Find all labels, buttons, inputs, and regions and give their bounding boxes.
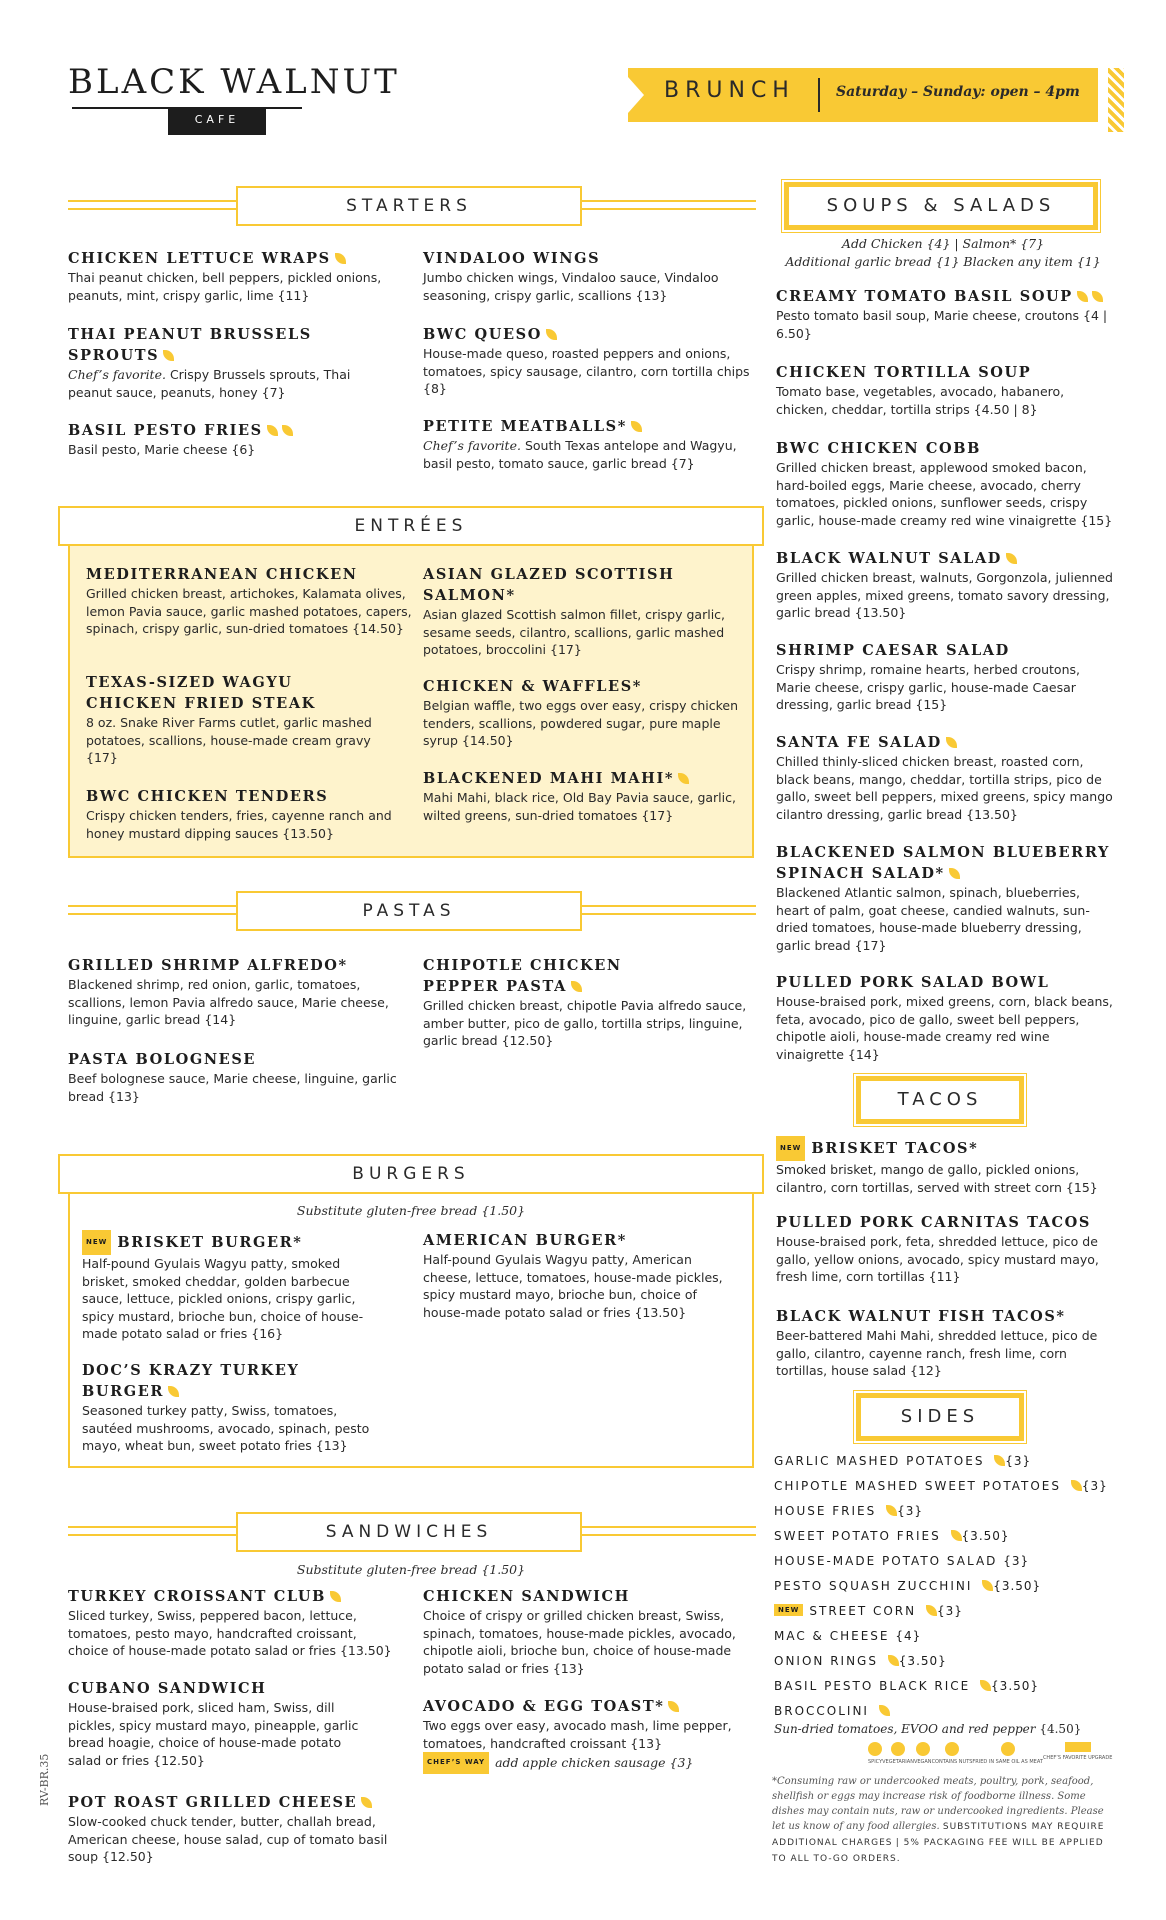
pastas-header: PASTAS — [236, 891, 582, 931]
item-upgrade: CHEF’S WAY add apple chicken sausage {3} — [423, 1752, 753, 1774]
disclaimer: *Consuming raw or undercooked meats, poultry, pork, seafood, shellfish or eggs may increase risk of foodborne illness. Some dishes may contain nuts, raw or undercooked ingredients. Please let us know of any food allergies. SUBSTITUTIONS MAY REQUIRE ADDITIONAL CHARGES | 5% PACKAGING FEE WILL BE APPLIED TO ALL TO-GO ORDERS. — [772, 1776, 1105, 1864]
menu-item — [776, 1306, 1116, 1380]
menu-item — [86, 564, 416, 638]
sandwiches-header: SANDWICHES — [236, 1512, 582, 1552]
item-desc: Sliced turkey, Swiss, peppered bacon, lettuce, tomatoes, pesto mayo, handcrafted croissant, choice of house-made potato salad or fries {13.50} — [68, 1608, 392, 1658]
new-badge: NEW — [82, 1230, 111, 1255]
item-desc: Crispy chicken tenders, fries, cayenne ranch and honey mustard dipping sauces {13.50} — [86, 808, 392, 841]
chefs-way-badge: CHEF’S WAY — [423, 1752, 489, 1774]
pastas-lines-right — [580, 905, 756, 915]
item-desc: Pesto tomato basil soup, Marie cheese, croutons {4 | 6.50} — [776, 308, 1108, 341]
vegetarian-icon — [891, 1742, 905, 1756]
starters-header: STARTERS — [236, 186, 582, 226]
item-desc: Chef’s favorite. Crispy Brussels sprouts, Thai peanut sauce, peanuts, honey {7} — [68, 367, 351, 400]
item-name: BWC QUESO — [423, 324, 753, 345]
item-name: BWC CHICKEN TENDERS — [86, 788, 329, 805]
item-desc: 8 oz. Snake River Farms cutlet, garlic mashed potatoes, scallions, house-made cream gravy {17} — [86, 715, 372, 765]
chef-favorite-icon — [982, 1580, 993, 1591]
menu-item — [776, 1136, 1116, 1196]
item-name: BWC CHICKEN COBB — [776, 440, 981, 457]
item-desc: Grilled chicken breast, applewood smoked bacon, hard-boiled eggs, Marie cheese, avocado, cherry tomatoes, pickled onions, sunflower seeds, crispy garlic, house-made creamy red wine vinaigrette {15} — [776, 460, 1113, 528]
side-item: PESTO SQUASH ZUCCHINI {3.50} — [774, 1579, 1042, 1593]
menu-item — [776, 286, 1116, 342]
menu-item — [82, 1230, 382, 1343]
side-item: CHIPOTLE MASHED SWEET POTATOES {3} — [774, 1479, 1108, 1493]
spicy-icon — [335, 253, 346, 264]
item-name: CHICKEN LETTUCE WRAPS — [68, 248, 398, 269]
new-badge: NEW — [774, 1604, 803, 1616]
vegetarian-icon — [282, 425, 293, 436]
banner-notch — [620, 68, 644, 122]
menu-item — [776, 438, 1116, 529]
item-name: CHICKEN & WAFFLES* — [423, 678, 642, 695]
burgers-header: BURGERS — [58, 1154, 764, 1194]
item-desc: Belgian waffle, two eggs over easy, crispy chicken tenders, scallions, powdered sugar, pure maple syrup {14.50} — [423, 698, 739, 748]
legend-nuts: CONTAINS NUTS — [932, 1742, 973, 1765]
menu-item — [423, 768, 753, 824]
item-name: NEW BRISKET BURGER* — [82, 1230, 382, 1255]
side-item: BROCCOLINI — [774, 1704, 890, 1718]
menu-item — [776, 842, 1116, 954]
item-name: THAI PEANUT BRUSSELS SPROUTS — [68, 326, 312, 364]
item-desc: Half-pound Gyulais Wagyu patty, American cheese, lettuce, tomatoes, house-made pickles, spicy mustard mayo, brioche bun, choice of house-made potato salad or fries {13.50} — [423, 1252, 723, 1320]
item-name: CHICKEN SANDWICH — [423, 1588, 630, 1605]
spicy-icon — [546, 329, 557, 340]
vegetarian-icon — [886, 1505, 897, 1516]
item-name: PULLED PORK SALAD BOWL — [776, 974, 1050, 991]
icon-legend — [868, 1742, 1113, 1765]
item-name: BLACK WALNUT FISH TACOS* — [776, 1308, 1066, 1325]
menu-item — [423, 416, 753, 472]
item-name: NEW BRISKET TACOS* — [776, 1136, 1116, 1161]
logo-title: BLACK WALNUT — [68, 62, 400, 102]
banner-title: BRUNCH — [664, 78, 795, 103]
menu-item — [776, 732, 1116, 823]
spicy-icon — [868, 1742, 882, 1756]
item-desc: Tomato base, vegetables, avocado, habanero, chicken, cheddar, tortilla strips {4.50 | 8} — [776, 384, 1065, 417]
menu-item — [423, 955, 753, 1050]
menu-code: RV-BR.35 — [38, 1753, 51, 1806]
chef-favorite-icon — [1077, 291, 1088, 302]
banner-divider — [818, 78, 820, 112]
item-name: SHRIMP CAESAR SALAD — [776, 642, 1010, 659]
soups-salads-header: SOUPS & SALADS — [784, 182, 1098, 230]
item-name: TURKEY CROISSANT CLUB — [68, 1586, 398, 1607]
item-name: POT ROAST GRILLED CHEESE — [68, 1792, 388, 1813]
menu-item — [68, 1792, 388, 1866]
legend-fried: FRIED IN SAME OIL AS MEAT — [972, 1742, 1043, 1765]
vegetarian-icon — [1092, 291, 1103, 302]
spicy-icon — [946, 737, 957, 748]
menu-item — [68, 1049, 398, 1105]
menu-item — [86, 786, 416, 842]
menu-item — [776, 362, 1116, 418]
item-name: ASIAN GLAZED SCOTTISH SALMON* — [423, 566, 675, 604]
item-desc: Mahi Mahi, black rice, Old Bay Pavia sauce, garlic, wilted greens, sun-dried tomatoes {17} — [423, 790, 736, 823]
item-name: SANTA FE SALAD — [776, 732, 1116, 753]
vegetarian-icon — [1071, 1480, 1082, 1491]
item-desc: Seasoned turkey patty, Swiss, tomatoes, sautéed mushrooms, avocado, spinach, pesto mayo, wheat bun, sweet potato fries {13} — [82, 1403, 370, 1453]
starters-lines-left — [68, 200, 238, 210]
item-desc: Slow-cooked chuck tender, butter, challah bread, American cheese, house salad, cup of tomato basil soup {12.50} — [68, 1814, 388, 1864]
menu-item — [68, 955, 398, 1029]
item-desc: House-braised pork, sliced ham, Swiss, dill pickles, spicy mustard mayo, pineapple, garlic bread hoagie, choice of house-made potato salad or fries {12.50} — [68, 1700, 359, 1768]
item-name: PASTA BOLOGNESE — [68, 1051, 257, 1068]
item-desc: House-braised pork, mixed greens, corn, black beans, feta, avocado, pico de gallo, sweet bell peppers, chipotle aioli, house-made creamy red wine vinaigrette {14} — [776, 994, 1113, 1062]
item-desc: Thai peanut chicken, bell peppers, pickled onions, peanuts, mint, crispy garlic, lime {11} — [68, 270, 382, 303]
item-desc: Basil pesto, Marie cheese {6} — [68, 442, 256, 457]
menu-item — [68, 420, 398, 459]
item-desc: Chilled thinly-sliced chicken breast, roasted corn, black beans, mango, cheddar, tortilla strips, pico de gallo, sweet bell peppers, mixed greens, spicy mango cilantro dressing, garlic bread {13.50} — [776, 754, 1113, 822]
starters-lines-right — [580, 200, 756, 210]
chef-favorite-icon — [980, 1680, 991, 1691]
vegetarian-icon — [668, 1701, 679, 1712]
legend-vegetarian: VEGETARIAN — [882, 1742, 914, 1765]
menu-item — [82, 1360, 382, 1455]
nuts-icon — [945, 1742, 959, 1756]
vegetarian-icon — [951, 1530, 962, 1541]
vegetarian-icon — [994, 1455, 1005, 1466]
menu-item — [423, 324, 753, 398]
chef-favorite-icon — [163, 350, 174, 361]
item-desc: Grilled chicken breast, chipotle Pavia alfredo sauce, amber butter, pico de gallo, tortilla strips, linguine, garlic bread {12.50} — [423, 998, 747, 1048]
item-desc: House-made queso, roasted peppers and onions, tomatoes, spicy sausage, cilantro, corn tortilla chips {8} — [423, 346, 750, 396]
item-desc: Two eggs over easy, avocado mash, lime pepper, tomatoes, handcrafted croissant {13} — [423, 1718, 732, 1751]
item-desc: Half-pound Gyulais Wagyu patty, smoked brisket, smoked cheddar, golden barbecue sauce, lettuce, pickled onions, crispy garlic, spicy mustard, brioche bun, choice of house-made potato salad or fries {16} — [82, 1256, 364, 1341]
menu-item — [423, 1696, 753, 1774]
chef-favorite-icon — [168, 1386, 179, 1397]
pastas-lines-left — [68, 905, 238, 915]
menu-item — [68, 1586, 398, 1660]
banner-hours: Saturday – Sunday: open – 4pm — [836, 84, 1080, 100]
burgers-subtitle: Substitute gluten-free bread {1.50} — [296, 1203, 526, 1218]
item-desc: Jumbo chicken wings, Vindaloo sauce, Vindaloo seasoning, crispy garlic, scallions {13} — [423, 270, 719, 303]
menu-item — [423, 676, 753, 750]
item-name: TEXAS-SIZED WAGYU CHICKEN FRIED STEAK — [86, 674, 316, 712]
legend-spicy: SPICY — [868, 1742, 882, 1765]
sides-header: SIDES — [856, 1393, 1024, 1441]
menu-item — [423, 248, 753, 304]
tacos-header: TACOS — [856, 1076, 1024, 1124]
item-name: CHIPOTLE CHICKEN PEPPER PASTA — [423, 957, 622, 995]
soups-subtitle-1: Add Chicken {4} | Salmon* {7} — [841, 236, 1045, 251]
spicy-icon — [949, 868, 960, 879]
item-name: PETITE MEATBALLS* — [423, 416, 753, 437]
item-name: BLACKENED MAHI MAHI* — [423, 768, 753, 789]
chef-favorite-icon — [631, 421, 642, 432]
item-desc: Grilled chicken breast, artichokes, Kalamata olives, lemon Pavia sauce, garlic mashed potatoes, capers, spinach, crispy garlic, sun-dried tomatoes {14.50} — [86, 586, 412, 636]
item-name: MEDITERRANEAN CHICKEN — [86, 566, 358, 583]
new-badge: NEW — [776, 1136, 805, 1161]
menu-item — [68, 324, 368, 401]
item-name: BLACKENED SALMON BLUEBERRY SPINACH SALAD* — [776, 844, 1110, 882]
sandwiches-lines-right — [580, 1526, 756, 1536]
side-item: MAC & CHEESE {4} — [774, 1629, 922, 1643]
sandwiches-subtitle: Substitute gluten-free bread {1.50} — [296, 1562, 526, 1577]
item-desc: Chef’s favorite. South Texas antelope and Wagyu, basil pesto, tomato sauce, garlic bread {7} — [423, 438, 737, 471]
vegetarian-icon — [879, 1705, 890, 1716]
item-name: CHICKEN TORTILLA SOUP — [776, 364, 1032, 381]
chef-favorite-icon — [330, 1591, 341, 1602]
side-item: BASIL PESTO BLACK RICE {3.50} — [774, 1679, 1040, 1693]
menu-item — [86, 672, 376, 767]
item-name: BASIL PESTO FRIES — [68, 420, 398, 441]
menu-item — [423, 564, 753, 659]
side-item: HOUSE FRIES {3} — [774, 1504, 923, 1518]
item-name: VINDALOO WINGS — [423, 250, 601, 267]
item-name: DOC’S KRAZY TURKEY BURGER — [82, 1362, 300, 1400]
side-item: HOUSE-MADE POTATO SALAD {3} — [774, 1554, 1030, 1568]
side-item: ONION RINGS {3.50} — [774, 1654, 947, 1668]
item-name: AVOCADO & EGG TOAST* — [423, 1696, 753, 1717]
item-desc: House-braised pork, feta, shredded lettuce, pico de gallo, yellow onions, avocado, spicy mustard mayo, fresh lime, corn tortillas {11} — [776, 1234, 1099, 1284]
vegetarian-icon — [926, 1605, 937, 1616]
vegan-icon — [916, 1742, 930, 1756]
item-name: PULLED PORK CARNITAS TACOS — [776, 1214, 1091, 1231]
logo-cafe-badge: CAFE — [168, 107, 266, 135]
legend-vegan: VEGAN — [914, 1742, 932, 1765]
side-item: GARLIC MASHED POTATOES {3} — [774, 1454, 1032, 1468]
item-desc: Crispy shrimp, romaine hearts, herbed croutons, Marie cheese, crispy garlic, house-made Caesar dressing, garlic bread {15} — [776, 662, 1080, 712]
item-desc: Grilled chicken breast, walnuts, Gorgonzola, julienned green apples, mixed greens, tomato savory dressing, garlic bread {13.50} — [776, 570, 1113, 620]
menu-item — [423, 1586, 753, 1677]
item-desc: Beef bolognese sauce, Marie cheese, linguine, garlic bread {13} — [68, 1071, 397, 1104]
legend-chef-upgrade: CHEF’S FAVORITE UPGRADE — [1043, 1742, 1112, 1765]
sandwiches-lines-left — [68, 1526, 238, 1536]
menu-item — [423, 1230, 743, 1321]
item-desc: Beer-battered Mahi Mahi, shredded lettuce, pico de gallo, cilantro, cayenne ranch, fresh lime, corn tortillas, house salad {12} — [776, 1328, 1098, 1378]
chef-favorite-icon — [1006, 553, 1017, 564]
item-name: CREAMY TOMATO BASIL SOUP — [776, 286, 1116, 307]
item-desc: Asian glazed Scottish salmon fillet, crispy garlic, sesame seeds, cilantro, scallions, garlic mashed potatoes, broccolini {17} — [423, 607, 726, 657]
menu-item — [68, 248, 398, 304]
item-name: CUBANO SANDWICH — [68, 1680, 267, 1697]
vegetarian-icon — [888, 1655, 899, 1666]
menu-item — [776, 972, 1116, 1063]
item-name: GRILLED SHRIMP ALFREDO* — [68, 957, 348, 974]
menu-item — [776, 548, 1116, 622]
fryer-icon — [1001, 1742, 1015, 1756]
chef-favorite-icon — [361, 1797, 372, 1808]
menu-item — [776, 1212, 1116, 1286]
chef-favorite-icon — [267, 425, 278, 436]
spicy-icon — [571, 981, 582, 992]
spicy-icon — [678, 773, 689, 784]
side-item: SWEET POTATO FRIES {3.50} — [774, 1529, 1010, 1543]
item-name: BLACK WALNUT SALAD — [776, 548, 1116, 569]
entrees-header: ENTRÉES — [58, 506, 764, 546]
broccolini-note: Sun-dried tomatoes, EVOO and red pepper {4.50} — [774, 1722, 1082, 1736]
banner-stripe — [1108, 68, 1124, 132]
menu-item — [68, 1678, 368, 1769]
item-desc: Blackened shrimp, red onion, garlic, tomatoes, scallions, lemon Pavia alfredo sauce, Marie cheese, linguine, garlic bread {14} — [68, 977, 389, 1027]
chef-upgrade-icon — [1065, 1742, 1091, 1752]
item-name: AMERICAN BURGER* — [423, 1232, 627, 1249]
item-desc: Smoked brisket, mango de gallo, pickled onions, cilantro, corn tortillas, served with street corn {15} — [776, 1162, 1098, 1195]
menu-item — [776, 640, 1116, 714]
item-desc: Blackened Atlantic salmon, spinach, blueberries, heart of palm, goat cheese, candied walnuts, sun-dried tomatoes, house-made blueberry dressing, garlic bread {17} — [776, 885, 1090, 953]
soups-subtitle-2: Additional garlic bread {1} Blacken any item {1} — [785, 254, 1101, 269]
side-item: NEW STREET CORN {3} — [774, 1604, 963, 1618]
item-desc: Choice of crispy or grilled chicken breast, Swiss, spinach, tomatoes, house-made pickles, avocado, chipotle aioli, brioche bun, choice of house-made potato salad or fries {13} — [423, 1608, 736, 1676]
